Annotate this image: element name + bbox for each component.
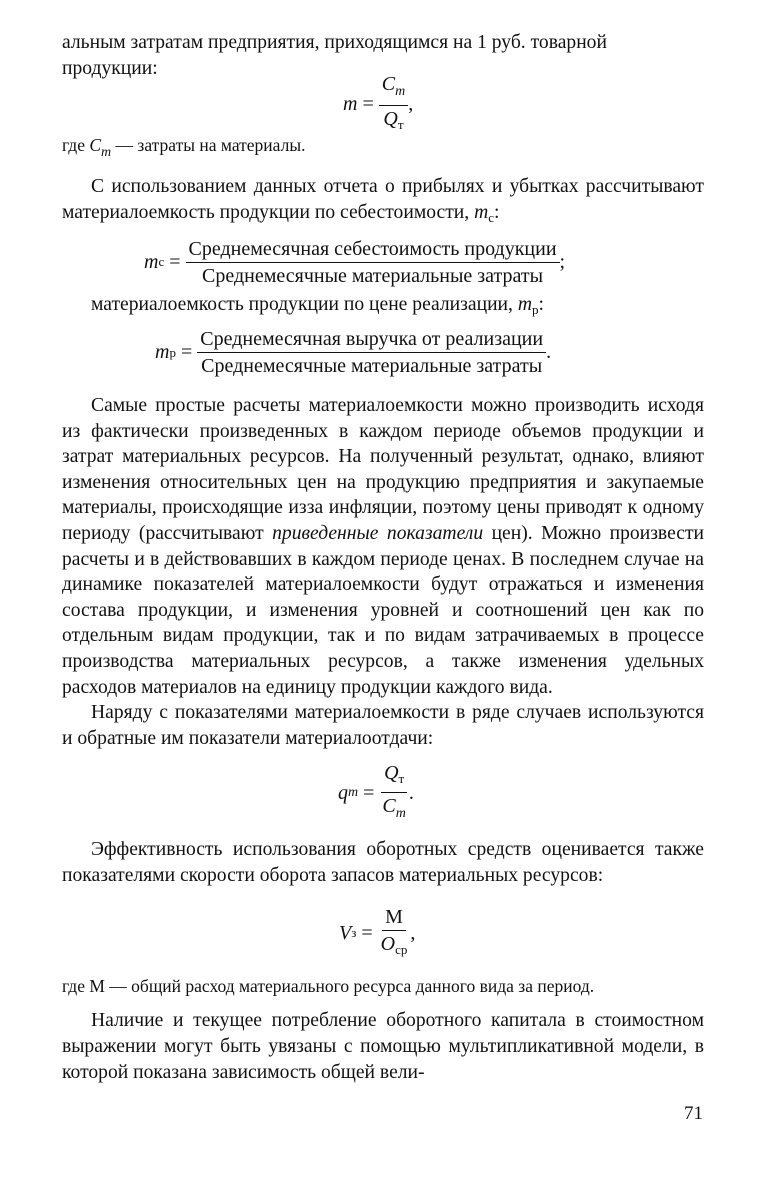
formula-1-den-symbol: Q [383, 107, 398, 130]
formula-2-denominator: Среднемесячные материальные затраты [202, 264, 544, 287]
paragraph-2-sub: c [488, 209, 494, 225]
formula-3-eq: = [180, 341, 193, 364]
formula-2-numerator: Среднемесячная себестоимость продукции [186, 237, 560, 263]
paragraph-4-part-b: цен). Можно произвести расчеты и в действовавших в каждом периоде ценах. В последнем случае на динамике показателей материалоемкости будут отражаться и изменения состава продукции, и изменения уровней и соотношений цен как по отдельным видам продукции, так и по видам затрачиваемых в процессе производства материальных ресурсов, а также изменения удельных расходов материалов на единицу продукции каждого вида. [62, 522, 705, 698]
paragraph-2-symbol: m [474, 201, 489, 223]
formula-turnover-speed [339, 904, 704, 962]
formula-3-denominator: Среднемесячные материальные затраты [201, 355, 543, 378]
formula-1-numerator [379, 72, 408, 106]
formula-4-num-symbol: Q [384, 761, 399, 784]
formula-3-numerator: Среднемесячная выручка от реализации [197, 327, 546, 353]
formula-2-tail: ; [559, 250, 566, 273]
paragraph-4-emphasis: приведенные показатели [272, 522, 484, 544]
formula-4-num-sub: т [398, 770, 405, 786]
formula-4-numerator [381, 761, 407, 793]
paragraph-2-text: С использованием данных отчета о прибылях и убытках рассчитывают материалоемкость продукции по себестоимости, [62, 176, 704, 223]
page-content [62, 30, 704, 1085]
where-materials [62, 133, 704, 165]
paragraph-6: Эффективность использования оборотных средств оценивается также показателями скорости оборота запасов материальных ресурсов: [62, 839, 704, 886]
formula-5-fraction [378, 905, 411, 962]
formula-1-denominator [380, 106, 406, 137]
where-1-prefix: где [62, 135, 90, 156]
formula-2-fraction [186, 237, 560, 288]
formula-1-den-sub: т [397, 116, 404, 132]
formula-5-lhs: V [339, 921, 352, 944]
paragraph-3-symbol: m [517, 294, 532, 316]
formula-1-lhs: m [343, 92, 358, 115]
paragraph-1-line-1: альным затратам предприятия, приходящимся на 1 руб. товарной [62, 32, 607, 53]
formula-2-lhs-sub: c [158, 254, 165, 270]
page-number: 71 [684, 1103, 703, 1124]
formula-2-eq: = [169, 250, 181, 273]
formula-4-tail: . [408, 781, 414, 804]
formula-4-lhs-sub: m [348, 785, 359, 801]
formula-3-lhs-sub: p [169, 344, 176, 360]
paragraph-7: Наличие и текущее потребление оборотного капитала в стоимостном выражении могут быть увязаны с помощью мультипликативной модели, в которой показана зависимость общей вели- [62, 1010, 704, 1083]
paragraph-1-line-2: продукции: [62, 57, 158, 79]
formula-4-den-sub: m [395, 805, 406, 821]
formula-intensity-by-cost [144, 234, 704, 290]
formula-5-lhs-sub: з [351, 925, 357, 941]
formula-1-num-sub: m [395, 83, 406, 99]
formula-intensity-by-price [155, 325, 704, 381]
formula-5-den-symbol: O [380, 932, 396, 955]
formula-material-intensity [343, 72, 704, 132]
formula-3-lhs: m [155, 341, 170, 364]
formula-3-tail: . [546, 341, 552, 364]
paragraph-4-part-a: Самые простые расчеты материалоемкости можно производить исходя из фактически произведенных в каждом периоде объемов продукции и затрат материальных ресурсов. На полученный результат, однако, влияют изменения относительных цен на продукцию предприятия и закупаемые материалы, происходящие изза инфляции, поэтому цены приводят к одному периоду (рассчитывают [62, 394, 704, 544]
formula-1-tail: , [408, 92, 414, 115]
paragraph-3-sub: p [532, 302, 539, 318]
paragraph-5: Наряду с показателями материалоемкости в ряде случаев используются и обратные им показатели материалоотдачи: [62, 702, 704, 749]
paragraph-3 [62, 292, 704, 323]
paragraph-4 [62, 393, 704, 700]
formula-1-num-symbol: C [381, 72, 396, 95]
formula-3-fraction [197, 327, 546, 378]
formula-4-denominator [379, 793, 408, 826]
formula-5-denominator [378, 931, 411, 962]
formula-1-eq: = [362, 92, 374, 115]
paragraph-2 [62, 174, 704, 230]
paragraph-3-tail: : [538, 294, 544, 316]
paragraph-3-text: материалоемкость продукции по цене реализации, [91, 294, 518, 316]
where-1-symbol: C [89, 135, 102, 156]
paragraph-2-tail: : [494, 201, 500, 223]
formula-4-den-symbol: C [382, 794, 396, 817]
formula-5-eq: = [361, 921, 373, 944]
where-1-sub: m [101, 145, 112, 161]
formula-1-fraction [379, 72, 408, 137]
where-1-text: — затраты на материалы. [111, 135, 306, 156]
formula-5-tail: , [410, 921, 416, 944]
formula-4-eq: = [363, 781, 375, 804]
formula-4-fraction [379, 761, 408, 826]
formula-5-den-sub: ср [395, 941, 408, 957]
formula-4-lhs: q [338, 781, 348, 804]
formula-2-lhs: m [144, 250, 159, 273]
formula-5-numerator: М [382, 905, 406, 931]
where-total-consumption: где М — общий расход материального ресурса данного вида за период. [62, 976, 595, 997]
formula-material-return [338, 763, 704, 823]
